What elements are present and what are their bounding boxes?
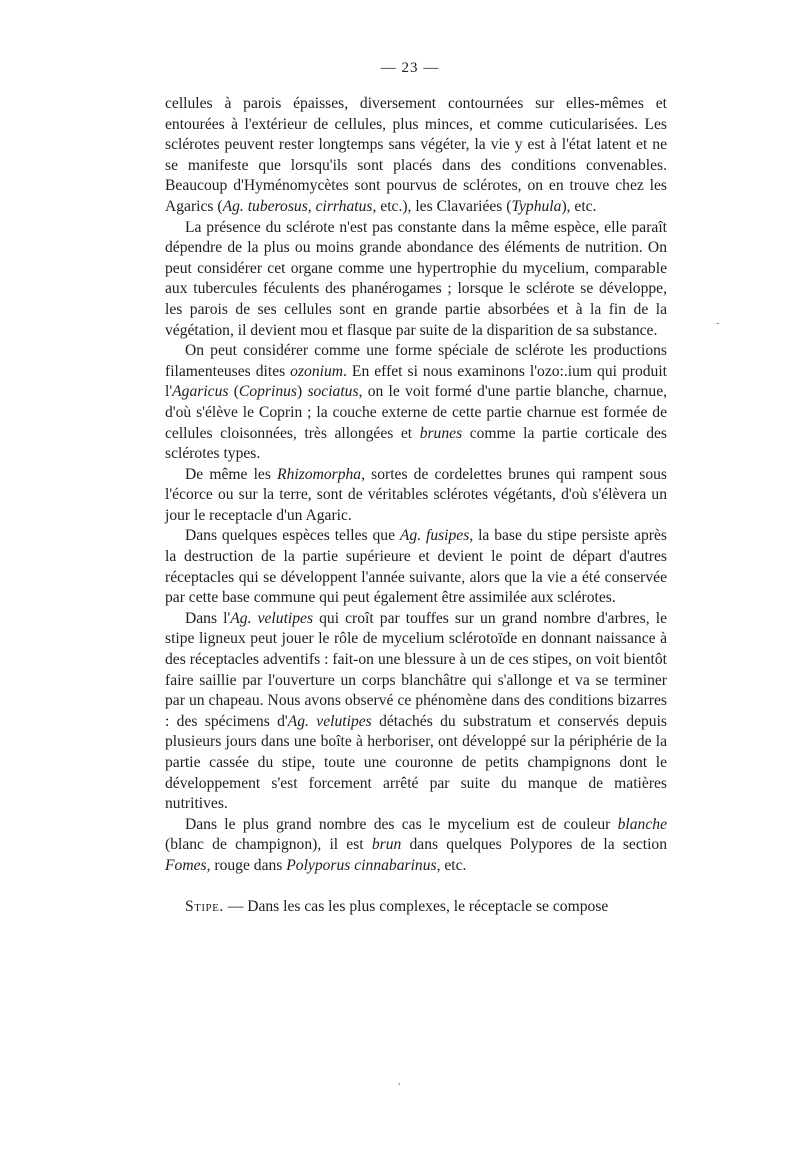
italic-term: Ag. velutipes <box>287 712 372 730</box>
paragraph-1 <box>165 94 667 218</box>
text-run: dans quelques Polypores de la section <box>401 836 667 854</box>
text-run: . En effet si nous examinons l'ozo:.ium qui produit l' <box>165 362 667 401</box>
italic-term: Rhizomorpha <box>277 465 362 483</box>
italic-term: Ag. velutipes <box>230 609 314 627</box>
paragraph-3 <box>165 341 667 465</box>
text-run: comme la partie corticale des sclérotes types. <box>165 424 667 463</box>
text-run: , etc.), les Clavariées ( <box>372 197 512 215</box>
text-run: , on le voit formé d'une partie blanche, charnue, d'où s'élève le Coprin ; la couche externe de cette partie charnue est formée de cellules cloisonnées, très allongées et <box>165 383 668 442</box>
body-text <box>165 94 667 917</box>
paragraph-4 <box>165 465 667 527</box>
page-number: — 23 — <box>380 60 440 76</box>
italic-term: brun <box>371 836 402 854</box>
italic-term: ozonium <box>290 362 344 380</box>
text-run: qui croît par touffes sur un grand nombre d'arbres, le stipe ligneux peut jouer le rôle de mycelium sclérotoïde en donnant naissance à des réceptacles adventifs : fait-on une blessure à un de ces stipes, on voit bientôt faire saillie par l'ouverture un corps blanchâtre qui s'allonge et va se terminer par un chapeau. Nous avons observé ce phénomène dans des conditions bizarres : des spécimens d' <box>165 609 667 730</box>
section-text: — Dans les cas les plus complexes, le réceptacle se compose <box>223 897 609 915</box>
text-run: détachés du substratum et conservés depuis plusieurs jours dans une boîte à herboriser, ont développé sur la périphérie de la partie cassée du stipe, toute une couronne de petits champignons dont le développement s'est forcement arrêté par suite du manque de matières nutritives. <box>165 712 667 813</box>
text-run: , etc. <box>436 856 467 874</box>
text-run: On peut considérer comme une forme spéciale de sclérote les productions filamenteuses dites <box>165 342 667 380</box>
paragraph-7 <box>165 815 667 877</box>
text-run: Dans l' <box>185 609 231 627</box>
text-run: De même les <box>185 465 278 483</box>
paragraph-6 <box>165 609 667 815</box>
text-run: , rouge dans <box>206 856 287 874</box>
text-run: ), etc. <box>561 197 597 215</box>
text-run: ) <box>296 383 308 401</box>
italic-term: blanche <box>617 815 667 833</box>
italic-term: Coprinus <box>238 383 297 401</box>
text-run: Dans le plus grand nombre des cas le mycelium est de couleur <box>185 815 618 833</box>
section-stipe <box>165 897 667 918</box>
italic-term: sociatus <box>307 383 359 401</box>
paragraph-2 <box>165 218 667 342</box>
italic-term: Polyporus cinnabarinus <box>286 856 437 874</box>
text-run: (blanc de champignon), il est <box>165 836 372 854</box>
text-run: , sortes de cordelettes brunes qui rampent sous l'écorce ou sur la terre, sont de véritables sclérotes végétants, d'où s'élèvera un jour le receptacle d'un Agaric. <box>165 465 667 524</box>
margin-mark: - <box>716 318 720 329</box>
text-run: La présence du sclérote n'est pas constante dans la même espèce, elle paraît dépendre de la plus ou moins grande abondance des éléments de nutrition. On peut considérer cet organe comme une hypertrophie du mycelium, comparable aux tubercules féculents des phanérogames ; lorsque le sclérote se développe, les parois de ses cellules sont en grande partie absorbées et à la fin de la végétation, il devient mou et flasque par suite de la disparition de sa substance. <box>165 218 667 339</box>
italic-term: Fomes <box>165 856 207 874</box>
paragraph-5 <box>165 526 667 608</box>
italic-term: Agaricus <box>172 383 229 401</box>
italic-term: Ag. tuberosus, cirrhatus <box>222 197 373 215</box>
text-run: ( <box>228 383 239 401</box>
italic-term: Typhula <box>511 197 562 215</box>
italic-term: Ag. fusipes <box>399 527 470 545</box>
italic-term: brunes <box>419 424 463 442</box>
margin-mark: , <box>398 1076 401 1087</box>
text-run: cellules à parois épaisses, diversement contournées sur elles-mêmes et entourées à l'extérieur de cellules, plus minces, et comme cuticularisées. Les sclérotes peuvent rester longtemps sans végéter, la vie y est à l'état latent et ne se manifeste que lorsqu'ils sont placés dans des conditions convenables. Beaucoup d'Hyménomycètes sont pourvus de sclérotes, on en trouve chez les Agarics ( <box>165 95 667 215</box>
text-run: , la base du stipe persiste après la destruction de la partie supérieure et devient le point de départ d'autres réceptacles qui se développent l'année suivante, alors que la vie a été conservée par cette base commune qui peut également être assimilée aux sclérotes. <box>165 527 667 607</box>
section-heading: Stipe. <box>185 897 224 915</box>
text-run: Dans quelques espèces telles que <box>185 527 400 545</box>
